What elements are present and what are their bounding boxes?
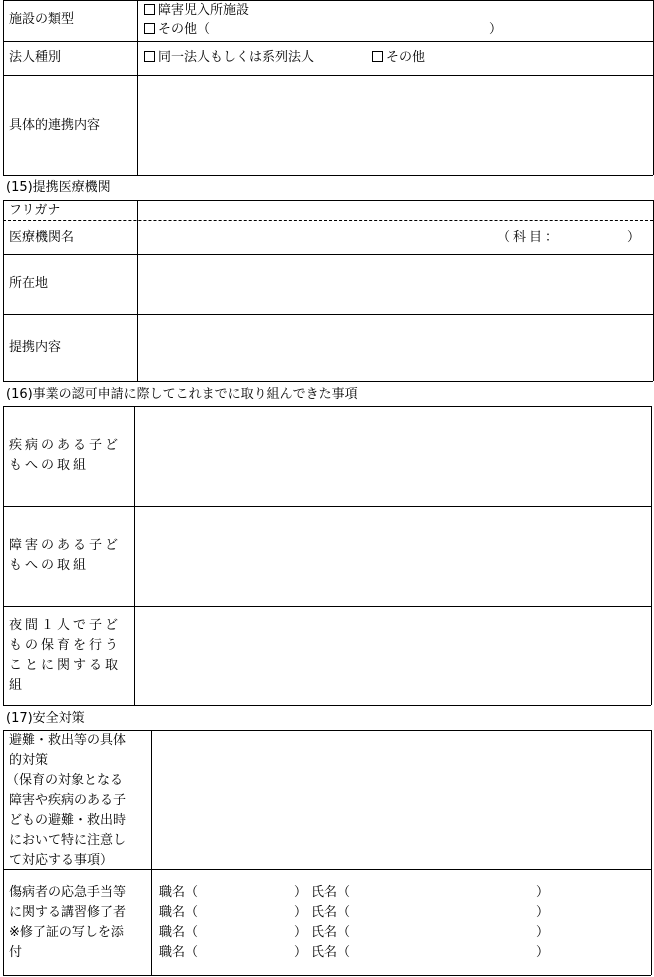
effort-disabled-line2: もへの取組 <box>9 558 90 573</box>
checkbox-icon[interactable] <box>372 51 383 62</box>
corp-type-option-same[interactable]: 同一法人もしくは系列法人 <box>144 51 314 64</box>
job-label: 職名（ <box>159 925 199 940</box>
location-field[interactable] <box>138 255 653 314</box>
effort-night-line2: もの保育を行う <box>9 638 122 653</box>
job-field[interactable] <box>208 943 292 959</box>
subject-label: （科目： <box>497 230 562 245</box>
training-line4: 付 <box>9 945 23 960</box>
name-field[interactable] <box>360 923 534 939</box>
evac-line2: 的対策 <box>9 753 49 768</box>
job-close: ） <box>294 945 308 960</box>
name-field[interactable] <box>360 903 534 919</box>
checkbox-icon[interactable] <box>144 23 155 34</box>
subject-field[interactable] <box>560 228 626 244</box>
section16-title: (16)事業の認可申請に際してこれまでに取り組んできた事項 <box>6 387 358 402</box>
effort-night-field[interactable] <box>135 607 651 705</box>
job-field[interactable] <box>208 923 292 939</box>
evac-line1: 避難・救出等の具体 <box>9 733 127 748</box>
location-label: 所在地 <box>9 276 49 291</box>
job-field[interactable] <box>208 883 292 899</box>
facility-type-label: 施設の類型 <box>9 12 75 27</box>
partnership-field[interactable] <box>138 315 653 381</box>
furigana-field[interactable] <box>138 201 653 220</box>
facility-type-other-field[interactable] <box>222 22 484 37</box>
evac-line4: 障害や疾病のある子 <box>9 793 127 808</box>
training-line3: ※修了証の写しを添 <box>9 925 124 940</box>
effort-sick-line2: もへの取組 <box>9 458 90 473</box>
name-close: ） <box>536 905 550 920</box>
evac-line7: て対応する事項） <box>9 853 114 868</box>
subject-close: ） <box>627 230 641 245</box>
evac-line6: において特に注意し <box>9 833 127 848</box>
training-line1: 傷病者の応急手当等 <box>9 885 127 900</box>
name-close: ） <box>536 885 550 900</box>
name-label: 氏名（ <box>311 925 351 940</box>
section15-title: (15)提携医療機関 <box>6 180 111 195</box>
name-close: ） <box>536 925 550 940</box>
partnership-label: 提携内容 <box>9 340 62 355</box>
checkbox-icon[interactable] <box>144 51 155 62</box>
furigana-label: フリガナ <box>9 203 61 218</box>
effort-night-line1: 夜間１人で子ど <box>9 618 122 633</box>
evac-line5: どもの避難・救出時 <box>9 813 127 828</box>
corp-type-label: 法人種別 <box>9 50 62 65</box>
name-field[interactable] <box>360 883 534 899</box>
medical-name-label: 医療機関名 <box>9 230 75 245</box>
effort-disabled-field[interactable] <box>135 507 651 606</box>
effort-sick-field[interactable] <box>135 407 651 506</box>
job-label: 職名（ <box>159 945 199 960</box>
cooperation-label: 具体的連携内容 <box>9 118 101 133</box>
name-label: 氏名（ <box>311 885 351 900</box>
evac-field[interactable] <box>152 731 651 869</box>
job-close: ） <box>294 905 308 920</box>
job-label: 職名（ <box>159 905 199 920</box>
effort-night-line3: ことに関する取 <box>9 658 122 673</box>
facility-type-option-other[interactable]: その他（ <box>144 23 210 36</box>
effort-disabled-line1: 障害のある子ど <box>9 538 122 553</box>
facility-type-option-disabled-home[interactable]: 障害児入所施設 <box>144 4 249 17</box>
job-close: ） <box>294 925 308 940</box>
corp-type-option-other[interactable]: その他 <box>372 51 425 64</box>
job-field[interactable] <box>208 903 292 919</box>
job-close: ） <box>294 885 308 900</box>
evac-line3: （保育の対象となる <box>6 773 124 788</box>
cooperation-field[interactable] <box>138 76 653 175</box>
section17-title: (17)安全対策 <box>6 711 85 726</box>
effort-sick-line1: 疾病のある子ど <box>9 438 122 453</box>
name-label: 氏名（ <box>311 905 351 920</box>
job-label: 職名（ <box>159 885 199 900</box>
name-label: 氏名（ <box>311 945 351 960</box>
checkbox-icon[interactable] <box>144 4 155 15</box>
name-close: ） <box>536 945 550 960</box>
medical-name-field[interactable] <box>138 222 493 254</box>
training-line2: に関する講習修了者 <box>9 905 127 920</box>
facility-type-other-close: ） <box>489 22 503 37</box>
effort-night-line4: 組 <box>9 678 26 693</box>
name-field[interactable] <box>360 943 534 959</box>
